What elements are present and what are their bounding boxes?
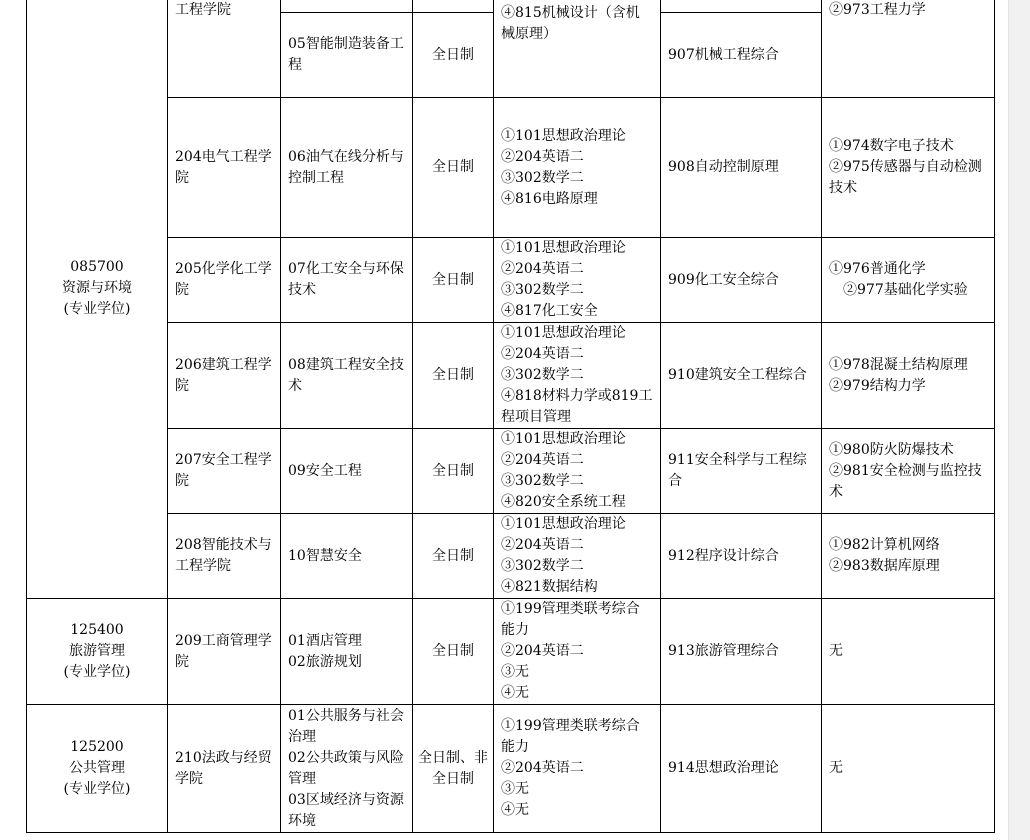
extra-subjects-cell bbox=[822, 0, 995, 98]
major-type: (专业学位) bbox=[63, 781, 131, 797]
retest-subject: 908自动控制原理 bbox=[668, 159, 779, 175]
college-cell bbox=[168, 238, 281, 323]
extra-subject: ②977基础化学实验 bbox=[829, 282, 968, 298]
exam-subject: ①101思想政治理论 bbox=[501, 127, 626, 144]
exam-subject: ①101思想政治理论 bbox=[501, 516, 626, 532]
extra-subject: ②981安全检测与监控技术 bbox=[829, 462, 982, 500]
major-code: 125400 bbox=[70, 622, 124, 638]
major-name: 旅游管理 bbox=[69, 643, 125, 659]
retest-subject-cell bbox=[661, 238, 822, 323]
study-mode: 全日制 bbox=[432, 271, 474, 288]
college-name: 工程学院 bbox=[175, 2, 231, 18]
retest-subject: 911安全科学与工程综合 bbox=[668, 452, 807, 489]
college-cell bbox=[168, 514, 281, 599]
exam-subjects-cell bbox=[494, 599, 661, 705]
exam-subject: ②204英语二 bbox=[501, 261, 584, 277]
major-name: 资源与环境 bbox=[62, 279, 132, 296]
table-row bbox=[27, 238, 995, 323]
retest-subject-cell bbox=[661, 323, 822, 429]
exam-subject: ③无 bbox=[501, 664, 529, 680]
exam-subject: ②204英语二 bbox=[501, 760, 584, 776]
college-name: 208智能技术与工程学院 bbox=[175, 537, 272, 574]
extra-subject: ②973工程力学 bbox=[829, 2, 926, 18]
study-mode: 全日制 bbox=[432, 643, 474, 659]
study-mode: 全日制 bbox=[432, 367, 474, 383]
study-mode: 全日制 bbox=[432, 159, 474, 175]
table-row bbox=[27, 705, 995, 833]
exam-subject: ①199管理类联考综合能力 bbox=[501, 601, 640, 638]
college-name: 205化学化工学院 bbox=[175, 261, 272, 298]
college-cell bbox=[168, 323, 281, 429]
exam-subject: ④无 bbox=[501, 685, 529, 701]
mode-cell bbox=[413, 0, 494, 13]
college-name: 207安全工程学院 bbox=[175, 452, 272, 489]
college-name: 206建筑工程学院 bbox=[175, 356, 272, 394]
exam-subject: ④817化工安全 bbox=[501, 303, 598, 319]
extra-subjects-cell bbox=[822, 599, 995, 705]
extra-subject: ①982计算机网络 bbox=[829, 537, 940, 553]
table-row bbox=[27, 599, 995, 705]
exam-subject: ③302数学二 bbox=[501, 558, 584, 574]
retest-subject-cell bbox=[661, 13, 822, 98]
exam-subject: ①101思想政治理论 bbox=[501, 325, 626, 341]
exam-subject: ①199管理类联考综合能力 bbox=[501, 718, 640, 755]
direction-cell bbox=[281, 0, 413, 13]
exam-subjects-cell bbox=[494, 514, 661, 599]
major-type: (专业学位) bbox=[63, 300, 131, 317]
exam-subject: ③302数学二 bbox=[501, 282, 584, 298]
direction-cell bbox=[281, 705, 413, 833]
college-name: 204电气工程学院 bbox=[175, 148, 272, 186]
study-mode: 全日制 bbox=[432, 46, 474, 63]
college-cell bbox=[168, 429, 281, 514]
mode-cell bbox=[413, 323, 494, 429]
retest-subject: 910建筑安全工程综合 bbox=[668, 367, 807, 383]
study-mode: 全日制 bbox=[432, 547, 474, 564]
retest-subject-cell bbox=[661, 514, 822, 599]
exam-subject: ③302数学二 bbox=[501, 367, 584, 383]
exam-subject: ③302数学二 bbox=[501, 169, 584, 186]
direction-cell bbox=[281, 238, 413, 323]
mode-cell bbox=[413, 599, 494, 705]
retest-subject-cell bbox=[661, 705, 822, 833]
major-code: 125200 bbox=[70, 739, 124, 755]
direction-cell bbox=[281, 13, 413, 98]
direction-name: 07化工安全与环保技术 bbox=[288, 261, 404, 298]
extra-subject: 无 bbox=[829, 760, 843, 776]
retest-subject-cell bbox=[661, 429, 822, 514]
major-type: (专业学位) bbox=[63, 664, 131, 680]
exam-subjects-cell bbox=[494, 98, 661, 238]
mode-cell bbox=[413, 705, 494, 833]
direction-name: 02旅游规划 bbox=[288, 653, 362, 670]
exam-subject: ②204英语二 bbox=[501, 452, 584, 468]
direction-name: 09安全工程 bbox=[288, 462, 362, 479]
study-mode: 全日制 bbox=[432, 462, 474, 479]
vertical-scrollbar[interactable] bbox=[1008, 0, 1030, 840]
exam-subject: ③无 bbox=[501, 781, 529, 797]
mode-cell bbox=[413, 13, 494, 98]
extra-subjects-cell bbox=[822, 705, 995, 833]
exam-subject: ④820安全系统工程 bbox=[501, 494, 626, 510]
major-cell bbox=[27, 0, 168, 599]
college-cell bbox=[168, 0, 281, 98]
exam-subject: ②204英语二 bbox=[501, 643, 584, 659]
mode-cell bbox=[413, 238, 494, 323]
enrollment-table bbox=[26, 0, 995, 833]
extra-subject: ①976普通化学 bbox=[829, 261, 926, 277]
exam-subject: ④815机械设计（含机械原理） bbox=[501, 5, 640, 42]
major-code: 085700 bbox=[70, 258, 124, 275]
mode-cell bbox=[413, 514, 494, 599]
major-cell bbox=[27, 705, 168, 833]
direction-name: 03区域经济与资源环境 bbox=[288, 791, 404, 829]
college-name: 209工商管理学院 bbox=[175, 632, 272, 670]
exam-subject: ①101思想政治理论 bbox=[501, 431, 626, 447]
exam-subject: ②204英语二 bbox=[501, 537, 584, 553]
direction-name: 01酒店管理 bbox=[288, 632, 362, 649]
direction-cell bbox=[281, 599, 413, 705]
extra-subjects-cell bbox=[822, 238, 995, 323]
exam-subject: ④818材料力学或819工程项目管理 bbox=[501, 388, 653, 425]
retest-subject: 909化工安全综合 bbox=[668, 271, 779, 288]
mode-cell bbox=[413, 98, 494, 238]
college-cell bbox=[168, 98, 281, 238]
direction-name: 02公共政策与风险管理 bbox=[288, 749, 404, 787]
extra-subjects-cell bbox=[822, 98, 995, 238]
extra-subject: 无 bbox=[829, 643, 843, 659]
exam-subject: ③302数学二 bbox=[501, 473, 584, 489]
exam-subjects-cell bbox=[494, 323, 661, 429]
mode-cell bbox=[413, 429, 494, 514]
college-cell bbox=[168, 705, 281, 833]
college-cell bbox=[168, 599, 281, 705]
retest-subject: 907机械工程综合 bbox=[668, 46, 779, 63]
exam-subjects-cell bbox=[494, 238, 661, 323]
table-row bbox=[27, 0, 995, 13]
exam-subjects-cell bbox=[494, 705, 661, 833]
exam-subjects-cell bbox=[494, 429, 661, 514]
direction-name: 08建筑工程安全技术 bbox=[288, 356, 404, 394]
extra-subjects-cell bbox=[822, 429, 995, 514]
exam-subject: ②204英语二 bbox=[501, 346, 584, 362]
exam-subject: ④821数据结构 bbox=[501, 579, 598, 595]
table-row bbox=[27, 323, 995, 429]
exam-subject: ②204英语二 bbox=[501, 148, 584, 165]
direction-name: 01公共服务与社会治理 bbox=[288, 707, 404, 745]
extra-subject: ①980防火防爆技术 bbox=[829, 441, 954, 458]
exam-subject: ④无 bbox=[501, 802, 529, 818]
direction-name: 05智能制造装备工程 bbox=[288, 36, 404, 73]
retest-subject: 912程序设计综合 bbox=[668, 547, 779, 564]
extra-subject: ①978混凝土结构原理 bbox=[829, 356, 968, 373]
retest-subject: 914思想政治理论 bbox=[668, 760, 779, 776]
major-name: 公共管理 bbox=[69, 760, 125, 776]
extra-subject: ②983数据库原理 bbox=[829, 558, 940, 574]
direction-cell bbox=[281, 323, 413, 429]
table-row bbox=[27, 514, 995, 599]
extra-subjects-cell bbox=[822, 514, 995, 599]
exam-subjects-cell bbox=[494, 0, 661, 98]
direction-name: 06油气在线分析与控制工程 bbox=[288, 148, 404, 186]
extra-subjects-cell bbox=[822, 323, 995, 429]
table-row bbox=[27, 98, 995, 238]
major-cell bbox=[27, 599, 168, 705]
direction-cell bbox=[281, 514, 413, 599]
exam-subject: ①101思想政治理论 bbox=[501, 240, 626, 256]
table-row bbox=[27, 429, 995, 514]
study-mode: 全日制、非全日制 bbox=[418, 749, 488, 787]
extra-subject: ①974数字电子技术 bbox=[829, 138, 954, 154]
direction-cell bbox=[281, 98, 413, 238]
retest-subject-cell bbox=[661, 98, 822, 238]
retest-subject-cell bbox=[661, 599, 822, 705]
direction-cell bbox=[281, 429, 413, 514]
exam-subject: ④816电路原理 bbox=[501, 190, 598, 207]
extra-subject: ②975传感器与自动检测技术 bbox=[829, 159, 982, 196]
extra-subject: ②979结构力学 bbox=[829, 377, 926, 394]
college-name: 210法政与经贸学院 bbox=[175, 749, 272, 787]
retest-subject-cell bbox=[661, 0, 822, 13]
retest-subject: 913旅游管理综合 bbox=[668, 643, 779, 659]
direction-name: 10智慧安全 bbox=[288, 547, 362, 564]
